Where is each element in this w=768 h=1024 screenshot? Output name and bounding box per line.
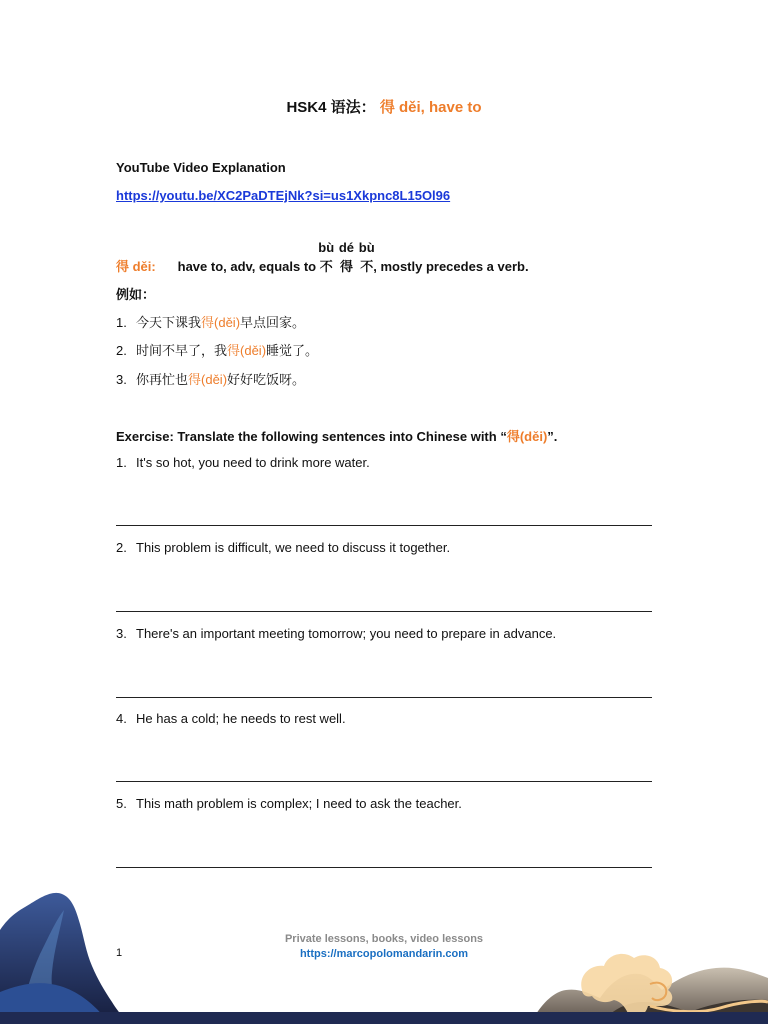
example-mark: 得(děi)	[188, 372, 228, 387]
example-number: 1.	[116, 315, 127, 330]
answer-line[interactable]	[116, 697, 652, 698]
ruby-han-2: 得	[339, 259, 353, 274]
title-prefix: HSK4 语法：	[286, 99, 376, 116]
grammar-definition-start: have to, adv, equals to	[177, 259, 320, 274]
title-highlight: 得 děi, have to	[379, 99, 482, 116]
exercise-instruction-start: Exercise: Translate the following sentences into Chinese with “	[116, 429, 507, 444]
exercise-item	[116, 540, 450, 555]
youtube-heading: YouTube Video Explanation	[116, 160, 286, 175]
footer-tagline: Private lessons, books, video lessons	[284, 933, 484, 945]
exercise-instruction-end: ”.	[547, 429, 558, 444]
ruby-han-3: 不	[360, 259, 374, 274]
exercise-item	[116, 711, 346, 726]
exercise-item	[116, 626, 556, 641]
example-item	[116, 369, 305, 388]
exercise-instruction-mark: 得(děi)	[506, 429, 548, 444]
exercise-sentence: This math problem is complex; I need to ask the teacher.	[136, 796, 462, 811]
ruby-pinyin-2: dé	[338, 240, 355, 255]
example-number: 3.	[116, 372, 127, 387]
exercise-item	[116, 796, 462, 811]
exercise-instruction	[116, 426, 557, 445]
youtube-link[interactable]: https://youtu.be/XC2PaDTEjNk?si=us1Xkpnc8L15Ol96	[116, 188, 451, 203]
exercise-number: 4.	[116, 711, 127, 726]
ruby-char-2	[338, 240, 355, 275]
example-number: 2.	[116, 343, 127, 358]
examples-heading: 例如：	[116, 287, 156, 302]
exercise-sentence: There's an important meeting tomorrow; you need to prepare in advance.	[136, 626, 557, 641]
footer-website-row	[0, 948, 768, 960]
example-text-after: 睡觉了。	[266, 343, 319, 358]
ruby-pinyin-1: bù	[318, 240, 335, 255]
example-text-before: 你再忙也	[136, 372, 189, 387]
ruby-char-1	[318, 240, 335, 275]
exercise-sentence: This problem is difficult, we need to discuss it together.	[136, 540, 451, 555]
example-mark: 得(děi)	[201, 315, 241, 330]
page-title	[0, 96, 768, 117]
answer-line[interactable]	[116, 525, 652, 526]
example-item	[116, 340, 318, 359]
example-text-after: 好好吃饭呀。	[227, 372, 306, 387]
grammar-definition	[116, 240, 529, 275]
ruby-pinyin-3: bù	[358, 240, 375, 255]
exercise-number: 3.	[116, 626, 127, 641]
answer-line[interactable]	[116, 611, 652, 612]
ruby-char-3	[358, 240, 375, 275]
example-mark: 得(děi)	[227, 343, 267, 358]
footer-website-link[interactable]: https://marcopolomandarin.com	[299, 948, 469, 960]
ground-band	[0, 1012, 768, 1024]
exercise-item	[116, 455, 370, 470]
answer-line[interactable]	[116, 781, 652, 782]
example-text-before: 时间不早了，我	[136, 343, 228, 358]
grammar-definition-end: , mostly precedes a verb.	[373, 259, 529, 274]
grammar-term: 得 děi:	[116, 259, 156, 274]
ruby-han-1: 不	[319, 259, 333, 274]
example-text-after: 早点回家。	[240, 315, 306, 330]
exercise-number: 2.	[116, 540, 127, 555]
exercise-number: 5.	[116, 796, 127, 811]
exercise-sentence: It's so hot, you need to drink more water.	[136, 455, 370, 470]
page-number: 1	[116, 947, 123, 959]
answer-line[interactable]	[116, 867, 652, 868]
example-item	[116, 312, 305, 331]
example-text-before: 今天下课我	[136, 315, 202, 330]
exercise-sentence: He has a cold; he needs to rest well.	[136, 711, 346, 726]
exercise-number: 1.	[116, 455, 127, 470]
